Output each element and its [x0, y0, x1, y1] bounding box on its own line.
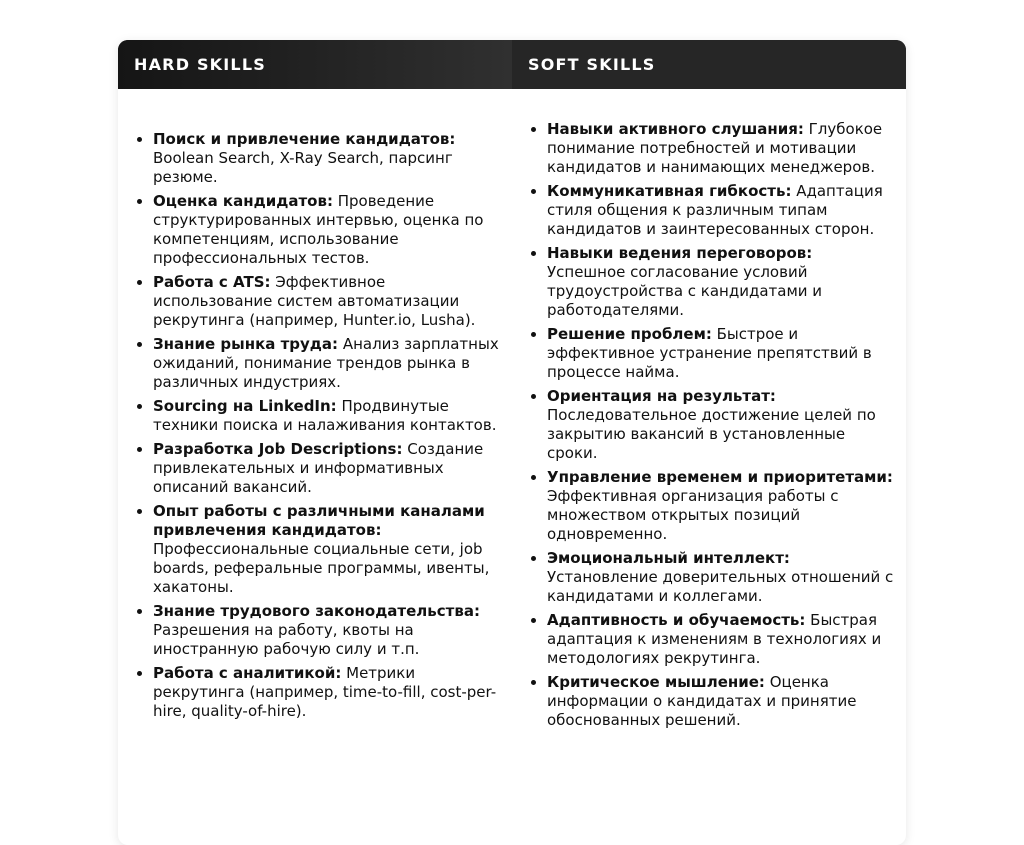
soft-skills-header: SOFT SKILLS: [512, 40, 906, 89]
table-body: [118, 89, 906, 735]
skill-description: Создание привлекательных и информативных описаний вакансий.: [153, 440, 484, 496]
skill-title: Поиск и привлечение кандидатов:: [153, 130, 456, 148]
list-item: [547, 325, 894, 382]
soft-skills-column: [512, 89, 906, 735]
list-item: [547, 244, 894, 320]
skills-table: [118, 40, 906, 845]
skill-title: Коммуникативная гибкость:: [547, 182, 792, 200]
skill-title: Критическое мышление:: [547, 673, 765, 691]
skill-title: Эмоциональный интеллект:: [547, 549, 790, 567]
skill-description: Быстрая адаптация к изменениям в технологиях и методологиях рекрутинга.: [547, 611, 882, 667]
list-item: [153, 273, 502, 330]
skill-title: Опыт работы с различными каналами привлечения кандидатов:: [153, 502, 485, 539]
list-item: [153, 664, 502, 721]
skill-description: Быстрое и эффективное устранение препятствий в процессе найма.: [547, 325, 872, 381]
skill-description: Профессиональные социальные сети, job boards, реферальные программы, ивенты, хакатоны.: [153, 540, 490, 596]
skill-description: Анализ зарплатных ожиданий, понимание трендов рынка в различных индустриях.: [153, 335, 499, 391]
hard-skills-column: [118, 89, 512, 735]
skill-title: Ориентация на результат:: [547, 387, 776, 405]
skill-title: Знание рынка труда:: [153, 335, 339, 353]
list-item: [547, 120, 894, 177]
skill-description: Установление доверительных отношений с кандидатами и коллегами.: [547, 568, 894, 605]
skill-description: Адаптация стиля общения к различным типам кандидатов и заинтересованных сторон.: [547, 182, 883, 238]
skill-description: Метрики рекрутинга (например, time-to-fill, cost-per-hire, quality-of-hire).: [153, 664, 497, 720]
list-item: [547, 182, 894, 239]
list-item: [547, 387, 894, 463]
list-item: [153, 440, 502, 497]
skill-title: Управление временем и приоритетами:: [547, 468, 893, 486]
list-item: [547, 468, 894, 544]
list-item: [547, 549, 894, 606]
skill-description: Boolean Search, X-Ray Search, парсинг резюме.: [153, 149, 453, 186]
skill-description: Успешное согласование условий трудоустройства с кандидатами и работодателями.: [547, 263, 823, 319]
skill-description: Продвинутые техники поиска и налаживания контактов.: [153, 397, 497, 434]
hard-skills-header: HARD SKILLS: [118, 40, 512, 89]
list-item: [153, 192, 502, 268]
skill-description: Оценка информации о кандидатах и принятие обоснованных решений.: [547, 673, 857, 729]
hard-skills-list: [132, 130, 502, 721]
table-header: [118, 40, 906, 89]
list-item: [153, 335, 502, 392]
list-item: [153, 397, 502, 435]
list-item: [153, 502, 502, 597]
skill-title: Sourcing на LinkedIn:: [153, 397, 337, 415]
soft-skills-list: [526, 120, 894, 730]
skill-description: Последовательное достижение целей по закрытию вакансий в установленные сроки.: [547, 406, 876, 462]
skill-title: Навыки активного слушания:: [547, 120, 804, 138]
list-item: [547, 673, 894, 730]
skill-title: Навыки ведения переговоров:: [547, 244, 813, 262]
list-item: [153, 130, 502, 187]
skill-title: Знание трудового законодательства:: [153, 602, 480, 620]
skill-title: Работа с ATS:: [153, 273, 271, 291]
skill-title: Разработка Job Descriptions:: [153, 440, 403, 458]
skill-description: Эффективная организация работы с множеством открытых позиций одновременно.: [547, 487, 839, 543]
skill-title: Адаптивность и обучаемость:: [547, 611, 806, 629]
list-item: [547, 611, 894, 668]
skill-description: Разрешения на работу, квоты на иностранную рабочую силу и т.п.: [153, 621, 420, 658]
skill-title: Оценка кандидатов:: [153, 192, 333, 210]
skill-description: Эффективное использование систем автоматизации рекрутинга (например, Hunter.io, Lusha).: [153, 273, 476, 329]
skill-title: Работа с аналитикой:: [153, 664, 342, 682]
list-item: [153, 602, 502, 659]
skill-title: Решение проблем:: [547, 325, 712, 343]
skill-description: Проведение структурированных интервью, оценка по компетенциям, использование профессиональных тестов.: [153, 192, 484, 267]
skill-description: Глубокое понимание потребностей и мотивации кандидатов и нанимающих менеджеров.: [547, 120, 883, 176]
